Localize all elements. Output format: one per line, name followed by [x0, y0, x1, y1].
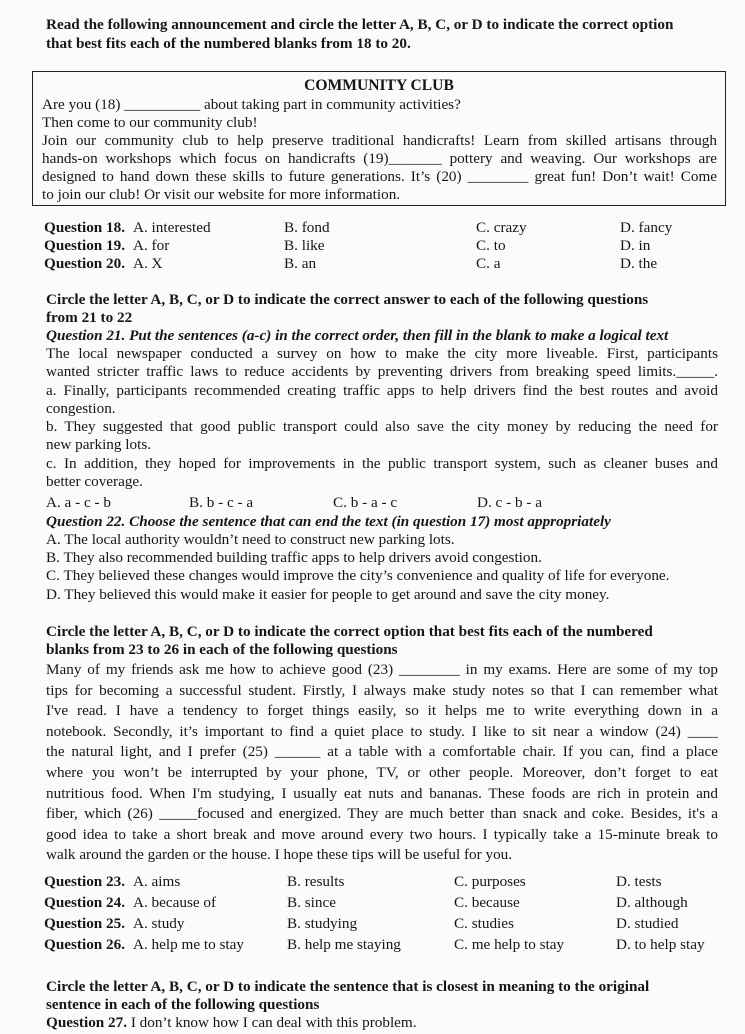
option-a[interactable]: A. study	[133, 915, 185, 932]
question-label: Question 23.	[44, 873, 126, 890]
announcement-line-3: Join our community club to help preserve traditional handicrafts! Learn from skilled artisans through	[42, 132, 717, 149]
option-c[interactable]: C. purposes	[454, 873, 526, 890]
q21-line-1: The local newspaper conducted a survey on how to make the city more liveable. First, participants	[46, 345, 718, 362]
passage-line-4: notebook. Secondly, it’s important to find a quiet place to study. I like to sit near a window (24) ____	[46, 722, 718, 740]
announcement-line-5: designed to hand down these skills to future generations. It’s (20) ________ great fun! Don’t wait! Come	[42, 168, 717, 185]
option-b[interactable]: B. since	[287, 894, 336, 911]
question-21-text	[46, 345, 718, 491]
option-d[interactable]: D. in	[620, 237, 651, 254]
option-b[interactable]: B. fond	[284, 219, 330, 236]
option-b[interactable]: B. results	[287, 873, 345, 890]
option-d[interactable]: D. fancy	[620, 219, 673, 236]
passage-line-9: good idea to take a short break and move around every two hours. I typically take a 15-minute break to	[46, 825, 718, 843]
passage-line-3: I've read. I have a tendency to forget things easily, so it helps me to write everything down in a	[46, 702, 718, 720]
q21-line-4: congestion.	[46, 399, 116, 417]
question-label: Question 25.	[44, 915, 126, 932]
option-c[interactable]: C. b - a - c	[333, 494, 398, 511]
announcement-line-4-wrap	[42, 150, 717, 168]
section1-instruction-line1: Read the following announcement and circle the letter A, B, C, or D to indicate the correct option	[46, 16, 674, 33]
announcement-title: COMMUNITY CLUB	[304, 77, 454, 94]
option-b[interactable]: B. b - c - a	[189, 494, 254, 511]
option-a[interactable]: A. for	[133, 237, 170, 254]
question-22-title: Question 22. Choose the sentence that can end the text (in question 17) most appropriately	[46, 513, 611, 530]
option-a[interactable]: A. because of	[133, 894, 217, 911]
question-label: Question 19.	[44, 237, 126, 254]
question-27-text: I don’t know how I can deal with this problem.	[130, 1014, 417, 1031]
q21-line-7: c. In addition, they hoped for improvements in the public transport system, such as cleaner buses and	[46, 454, 718, 472]
announcement-line-2: Then come to our community club!	[42, 114, 258, 131]
section3-instruction-line1: Circle the letter A, B, C, or D to indicate the correct option that best fits each of the numbered	[46, 623, 653, 640]
announcement-line-3-wrap	[42, 132, 717, 150]
question-label: Question 26.	[44, 936, 126, 953]
option-d[interactable]: D. the	[620, 255, 658, 272]
question-label: Question 27.	[46, 1014, 128, 1031]
option-d[interactable]: D. although	[616, 894, 688, 911]
q21-line-2: wanted stricter traffic laws to reduce accidents by preventing drivers from breaking speed limits._____.	[46, 363, 718, 381]
option-a[interactable]: A. X	[133, 255, 163, 272]
q22-option-d[interactable]: D. They believed this would make it easier for people to get around and save the city money.	[46, 586, 610, 603]
q21-line-3: a. Finally, participants recommended creating traffic apps to help drivers find the best routes and avoid	[46, 381, 718, 399]
section2-instruction-line2: from 21 to 22	[46, 309, 133, 326]
option-c[interactable]: C. crazy	[476, 219, 527, 236]
option-d[interactable]: D. c - b - a	[477, 494, 542, 511]
option-a[interactable]: A. aims	[133, 873, 181, 890]
q21-line-8: better coverage.	[46, 473, 143, 491]
section3-instruction-line2: blanks from 23 to 26 in each of the following questions	[46, 641, 398, 658]
option-c[interactable]: C. to	[476, 237, 506, 254]
passage-line-6: where you won’t be interrupted by your phone, TV, or other people. Moreover, don’t forget to eat	[46, 763, 718, 781]
q21-line-5: b. They suggested that good public transport could also save the city money by reducing the need for	[46, 418, 718, 436]
announcement-line-5-wrap	[42, 168, 717, 186]
passage-line-7: nutritious food. When I'm studying, I usually eat nuts and bananas. These foods are rich in protein and	[46, 784, 718, 802]
q22-option-a[interactable]: A. The local authority wouldn’t need to construct new parking lots.	[46, 531, 455, 548]
passage-line-8: fiber, which (26) _____focused and energized. They are much better than snack and coke. Besides, it's a	[46, 805, 718, 823]
option-a[interactable]: A. interested	[133, 219, 211, 236]
passage-line-10: walk around the garden or the house. I hope these tips will be useful for you.	[46, 846, 513, 864]
option-d[interactable]: D. tests	[616, 873, 662, 890]
q22-option-c[interactable]: C. They believed these changes would improve the city’s convenience and quality of life for everyone.	[46, 567, 670, 584]
option-d[interactable]: D. studied	[616, 915, 679, 932]
announcement-box	[32, 71, 726, 206]
option-d[interactable]: D. to help stay	[616, 936, 705, 953]
passage-line-2: tips for becoming a successful student. Firstly, I always make study notes so that I can remember what	[46, 681, 718, 699]
option-c[interactable]: C. a	[476, 255, 501, 272]
q22-option-b[interactable]: B. They also recommended building traffic apps to help drivers avoid congestion.	[46, 549, 542, 566]
passage-23-26	[46, 660, 718, 866]
section4-instruction-line1: Circle the letter A, B, C, or D to indicate the sentence that is closest in meaning to the original	[46, 978, 650, 995]
q21-line-6: new parking lots.	[46, 436, 152, 454]
section4-instruction-line2: sentence in each of the following questions	[46, 996, 320, 1013]
option-b[interactable]: B. like	[284, 237, 325, 254]
option-a[interactable]: A. a - c - b	[46, 494, 111, 511]
section2-instruction-line1: Circle the letter A, B, C, or D to indicate the correct answer to each of the following questions	[46, 291, 649, 308]
section1-instruction-line2: that best fits each of the numbered blanks from 18 to 20.	[46, 35, 411, 52]
option-c[interactable]: C. studies	[454, 915, 514, 932]
question-27-row	[46, 1014, 417, 1032]
announcement-line-6: to join our club! Or visit our website for more information.	[42, 186, 401, 203]
announcement-line-4: hands-on workshops which focus on handicrafts (19)_______ pottery and weaving. Our workshops are	[42, 150, 717, 167]
question-label: Question 20.	[44, 255, 126, 272]
option-c[interactable]: C. me help to stay	[454, 936, 565, 953]
question-label: Question 24.	[44, 894, 126, 911]
option-a[interactable]: A. help me to stay	[133, 936, 244, 953]
passage-line-5: the natural light, and I prefer (25) ______ at a table with a comfortable chair. If you can, find a place	[46, 743, 718, 761]
question-label: Question 18.	[44, 219, 126, 236]
option-b[interactable]: B. help me staying	[287, 936, 401, 953]
option-c[interactable]: C. because	[454, 894, 520, 911]
question-21-title: Question 21. Put the sentences (a-c) in the correct order, then fill in the blank to make a logical text	[46, 327, 669, 344]
announcement-line-1: Are you (18) __________ about taking part in community activities?	[42, 96, 461, 113]
option-b[interactable]: B. studying	[287, 915, 358, 932]
passage-line-1: Many of my friends ask me how to achieve good (23) ________ in my exams. Here are some of my top	[46, 661, 718, 678]
option-b[interactable]: B. an	[284, 255, 317, 272]
